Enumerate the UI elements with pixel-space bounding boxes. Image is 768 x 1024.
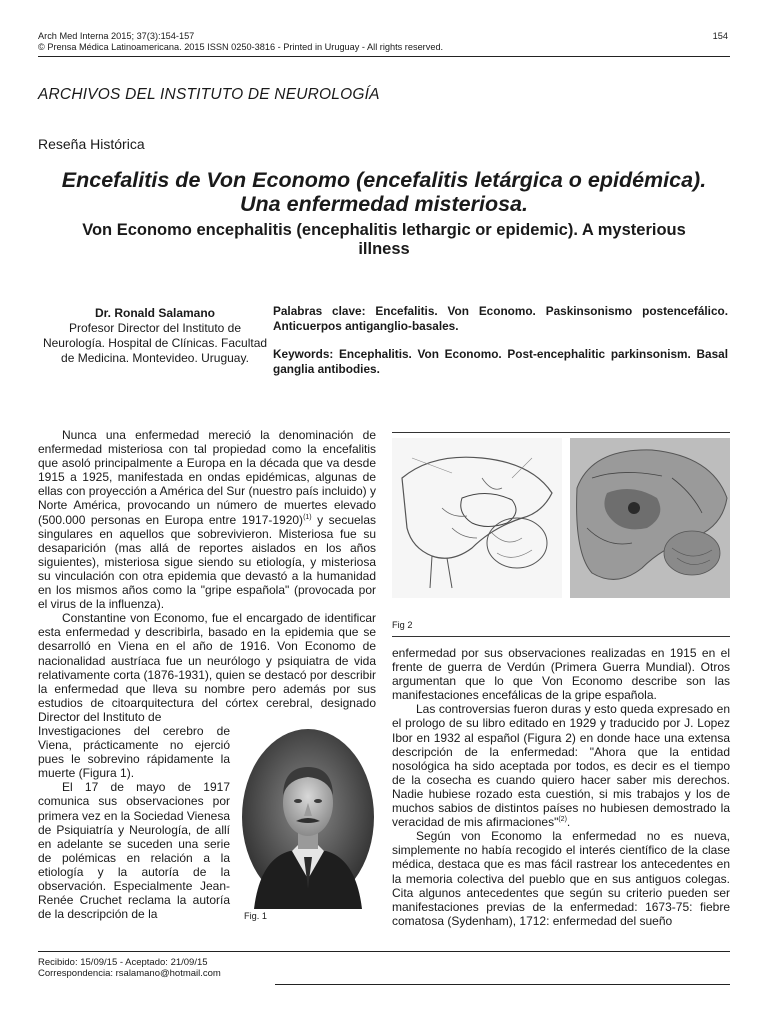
keywords-es-label: Palabras clave: [273,304,366,318]
paragraph: Según von Economo la enfermedad no es nueva, simplemente no había recogido el interés científico de la clase médica, destaca que es mas fácil rastrear los antecedentes en la memoria colectiva del pueblo que en sus antiguos colegas. Cita algunos antecedentes que según su criterio pueden ser manifestaciones previas de la enfermedad: 1673-75: fiebre comatosa (Sydenham), 1712: enfermedad del sueño [392,829,730,928]
page-number: 154 [712,31,728,41]
title-spanish: Encefalitis de Von Economo (encefalitis letárgica o epidémica). Una enfermedad misteriosa. [61,168,707,216]
author-name: Dr. Ronald Salamano [94,306,216,320]
paragraph: El 17 de mayo de 1917 comunica sus observaciones por primera vez en la Sociedad Vienesa de Psiquiatría y Neurología, de allí en adelante se suceden una serie de polémicas en relación a la etiología y la autoría de la observación. Especialmente Jean-Renée Cruchet reclama la autoría de la descripción de la [38,780,230,922]
figure-2-bottom-rule [392,636,730,637]
keywords-en-label: Keywords: [273,347,334,361]
paragraph: Constantine von Economo, fue el encargado de identificar esta enfermedad y describirla, basado en la epidemia que se desarrolló en Viena en el año de 1916. Von Economo de nacionalidad austríaca fue un neurólogo y psiquiatra de vida relativamente corta (1876-1931), quien se destacó por describir la enfermedad que lleva su nombre pero además por sus estudios de citoarquitectura del córtex cerebral, designado Director del Instituto de [38,611,376,724]
correspondence: Correspondencia: rsalamano@hotmail.com [38,968,221,979]
reference-mark: (1) [303,513,312,521]
keywords-es-text: Encefalitis. Von Economo. Paskinsonismo postencefálico. Anticuerpos antiganglio-basales. [273,304,728,333]
header-rule [38,56,730,57]
figure-2-top-rule [392,432,730,433]
reference-mark: (2) [558,816,567,824]
received-dates: Recibido: 15/09/15 - Aceptado: 21/09/15 [38,957,208,968]
keywords-spanish [273,304,728,334]
paragraph: Nunca una enfermedad mereció la denominación de enfermedad misteriosa con tal propiedad como la encefalitis que asoló principalmente a Europa en la década que va desde 1915 a 1925, manifestada en ondas epidémicas, algunas de ellas con proyección a América del Sur (nuestro país incluido) y Norte América, provocando un número de muertes elevado (500.000 personas en Europa entre 1917-1920)$^{(1)}$ y secuelas singulares en aquellos que sobrevivieron. Misteriosa fue su desaparición (mas allá de reportes aislados en los años siguientes), misteriosa sigue siendo su etiología, y misteriosa su vinculación con otra epidemia que devastó a la humanidad en los mismos años como la "gripe española" (provocada por el virus de la influenza). [38,428,377,612]
author-affiliation: Profesor Director del Instituto de Neurología. Hospital de Clínicas. Facultad de Medicina. Montevideo. Uruguay. [42,321,268,365]
figure-1-caption: Fig. 1 [244,911,267,921]
paragraph: enfermedad por sus observaciones realizadas en 1915 en el frente de guerra de Verdún (Primera Guerra Mundial). Otros argumentan que lo que Von Economo describe son las manifestaciones encefálicas de la gripe española. [392,646,730,703]
figure-2-caption: Fig 2 [392,620,413,630]
journal-section: ARCHIVOS DEL INSTITUTO DE NEUROLOGÍA [38,86,380,103]
copyright: © Prensa Médica Latinoamericana. 2015 ISSN 0250-3816 - Printed in Uruguay - All rights reserved. [38,42,444,52]
article-type: Reseña Histórica [38,136,145,152]
brain-diagram-image [392,438,730,598]
keywords-english [273,347,728,377]
title-english: Von Economo encephalitis (encephalitis lethargic or epidemic). A mysterious illness [82,221,686,258]
figure-2-brain-illustrations [392,438,730,598]
figure-1-portrait [240,729,376,909]
footer [38,957,221,979]
footer-rule-secondary [275,984,730,985]
author-block [40,306,270,366]
running-header [38,31,443,53]
paragraph: Las controversias fueron duras y esto queda expresado en el prologo de su libro editado en 1929 y traducido por J. Lopez Ibor en 1932 al español (Figura 2) en donde hace una extensa descripción de la enfermedad: "Ahora que la entidad nosológica ha sido aceptada por todos, es decir es el tiempo de la cosecha es cuando quiero hacer saber mis derechos. Nadie hubiese rozado esta cuestión, si mis trabajos y los de muchos sabios de distintos países no hubiesen demostrado la veracidad de mis afirmaciones"$^{(2)}$. [392,702,730,830]
citation: Arch Med Interna 2015; 37(3):154-157 [38,31,195,41]
keywords-en-text: Encephalitis. Von Economo. Post-encephalitic parkinsonism. Basal ganglia antibodies. [273,347,729,376]
paragraph-continuation: Investigaciones del cerebro de Viena, prácticamente no ejerció pues le sobrevino rápidamente la muerte (Figura 1). [38,723,230,781]
footer-rule [38,951,730,952]
body-right-column [392,646,730,928]
portrait-image [240,729,376,909]
